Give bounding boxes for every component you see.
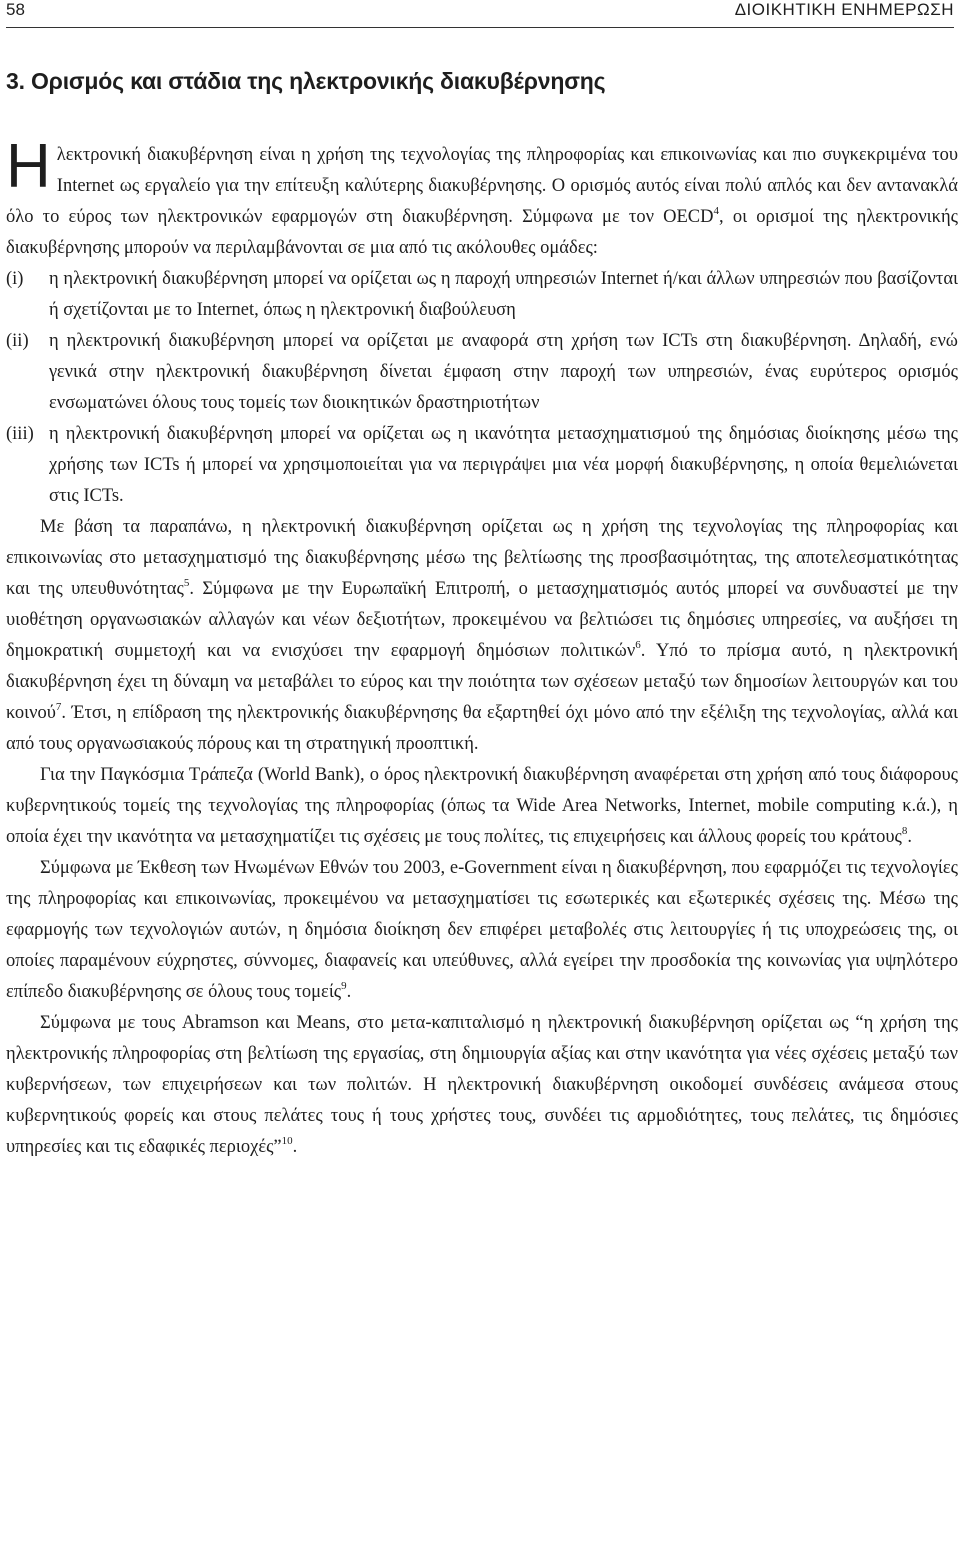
list-item-text: η ηλεκτρονική διακυβέρνηση μπορεί να ορίζεται με αναφορά στη χρήση των ICTs στη διακυβέρνηση. Δηλαδή, ενώ γενικά στην ηλεκτρονική διακυβέρνηση δίνεται έμφαση στην παροχή των υπηρεσιών, ένας ευρύτερος ορισμός ενσωματώνει όλους τους τομείς των διοικητικών δραστηριοτήτων [49, 331, 958, 413]
paragraph-text: . [292, 1137, 298, 1157]
footnote-ref: 5 [183, 577, 190, 589]
footnote-ref: 8 [901, 825, 908, 837]
list-item [6, 419, 958, 512]
page-header [6, 0, 954, 22]
body-text [6, 132, 959, 1163]
paragraph-text: Σύμφωνα με Έκθεση των Ηνωμένων Εθνών του 2003, e-Government είναι η διακυβέρνηση, που εφαρμόζει τις τεχνολογίες της πληροφορίας και επικοινωνίας, προκειμένου να μετασχηματίσει τις εσωτερικές και εξωτερικές σχέσεις της. Μέσω της εφαρμογής των τεχνολογιών αυτών, η δημόσια διοίκηση δεν επιφέρει μεταβολές στις λειτουργίες ή τις υποχρεώσεις της, οι οποίες παραμένουν εύχρηστες, σύννομες, διαφανείς και υπεύθυνες, αλλά εγείρει την προσδοκία της κοινωνίας για υψηλότερο επίπεδο διακυβέρνησης σε όλους τους τομείς [6, 858, 958, 1002]
footnote-ref: 4 [713, 205, 720, 217]
paragraph [6, 760, 958, 853]
running-head: ΔΙΟΙΚΗΤΙΚΗ ΕΝΗΜΕΡΩΣΗ [734, 0, 954, 19]
paragraph-text: . [907, 827, 913, 847]
paragraph [6, 853, 958, 1008]
page-number: 58 [6, 0, 25, 19]
header-rule [6, 27, 954, 28]
drop-cap: Η [6, 132, 51, 201]
list-marker: (i) [6, 269, 24, 289]
list-item-text: η ηλεκτρονική διακυβέρνηση μπορεί να ορίζεται ως η παροχή υπηρεσιών Internet ή/και άλλων υπηρεσιών που βασίζονται ή σχετίζονται με το Internet, όπως η ηλεκτρονική διαβούλευση [49, 269, 958, 320]
list-item [6, 264, 958, 326]
list-item-text: η ηλεκτρονική διακυβέρνηση μπορεί να ορίζεται ως η ικανότητα μετασχηματισμού της δημόσιας διοίκησης μέσω της χρήσης των ICTs ή μπορεί να χρησιμοποιείται για να περιγράψει μια νέα μορφή διακυβέρνησης, η οποία θεμελιώνεται στις ICTs. [49, 424, 958, 506]
paragraph-text: . Υπό το πρίσμα αυτό, η ηλεκτρονική διακυβέρνηση έχει τη δύναμη να μεταβάλει το εύρος και την ποιότητα των σχέσεων μεταξύ των δημοσίων λειτουργών και του κοινού [6, 641, 958, 723]
list-marker: (ii) [6, 331, 29, 351]
definition-list [6, 264, 958, 512]
list-marker: (iii) [6, 424, 34, 444]
paragraph-text: . Έτσι, η επίδραση της ηλεκτρονικής διακυβέρνησης θα εξαρτηθεί όχι μόνο από την εξέλιξη της τεχνολογίας, αλλά και από τους οργανωσιακούς πόρους και τη στρατηγική προοπτική. [6, 703, 958, 754]
paragraph-intro [6, 132, 958, 264]
footnote-ref: 7 [55, 701, 62, 713]
paragraph-text: . Σύμφωνα με την Ευρωπαϊκή Επιτροπή, ο μετασχηματισμός αυτός μπορεί να συνδυαστεί με την υιοθέτηση οργανωσιακών αλλαγών και νέων δεξιοτήτων, προκειμένου να βελτιώσει τις δημόσιες υπηρεσίες, να αυξήσει τη δημοκρατική συμμετοχή και να ενισχύσει την εφαρμογή δημόσιων πολιτικών [6, 579, 959, 661]
paragraph [6, 512, 958, 760]
list-item [6, 326, 958, 419]
footnote-ref: 9 [341, 980, 347, 992]
paragraph-text: , οι ορισμοί της ηλεκτρονικής διακυβέρνησης μπορούν να περιλαμβάνονται σε μια από τις ακόλουθες ομάδες: [6, 207, 958, 258]
paragraph-text: Σύμφωνα με τους Abramson και Means, στο μετα-καπιταλισμό η ηλεκτρονική διακυβέρνηση ορίζεται ως “η χρήση της ηλεκτρονικής πληροφορίας στη βελτίωση της εργασίας, στη δημιουργία αξίας και στην ικανότητα για νέες σχέσεις μεταξύ των κυβερνήσεων, των επιχειρήσεων και των πολιτών. Η ηλεκτρονική διακυβέρνηση οικοδομεί συνδέσεις ανάμεσα στους κυβερνητικούς φορείς και στους πελάτες τους ή τους χρήστες τους, συνδέει τις αρμοδιότητες, τους πελάτες, τις δημόσιες υπηρεσίες και τις εδαφικές περιοχές” [6, 1013, 958, 1157]
paragraph-text: λεκτρονική διακυβέρνηση είναι η χρήση της τεχνολογίας της πληροφορίας και επικοινωνίας και πιο συγκεκριμένα του Internet ως εργαλείο για την επίτευξη καλύτερης διακυβέρνησης. Ο ορισμός αυτός είναι πολύ απλός και δεν αντανακλά όλο το εύρος των ηλεκτρονικών εφαρμογών στη διακυβέρνηση. Σύμφωνα με τον OECD [6, 145, 958, 227]
paragraph-text: Με βάση τα παραπάνω, η ηλεκτρονική διακυβέρνηση ορίζεται ως η χρήση της τεχνολογίας της πληροφορίας και επικοινωνίας στο μετασχηματισμό της διακυβέρνησης μέσω της βελτίωσης της προσβασιμότητας, της αποτελεσματικότητας και της υπευθυνότητας [6, 517, 958, 599]
paragraph-text: . [346, 982, 352, 1002]
paragraph-text: Για την Παγκόσμια Τράπεζα (World Bank), ο όρος ηλεκτρονική διακυβέρνηση αναφέρεται στη χρήση από τους διάφορους κυβερνητικούς τομείς της τεχνολογίας της πληροφορίας (όπως τα Wide Area Networks, Internet, mobile computing κ.ά.), η οποία έχει την ικανότητα να μετασχηματίζει τις σχέσεις με τους πολίτες, τις επιχειρήσεις και άλλους φορείς του κράτους [6, 765, 958, 847]
footnote-ref: 10 [281, 1135, 293, 1147]
footnote-ref: 6 [635, 639, 641, 651]
section-title: 3. Ορισμός και στάδια της ηλεκτρονικής διακυβέρνησης [6, 68, 606, 94]
paragraph [6, 1008, 958, 1163]
